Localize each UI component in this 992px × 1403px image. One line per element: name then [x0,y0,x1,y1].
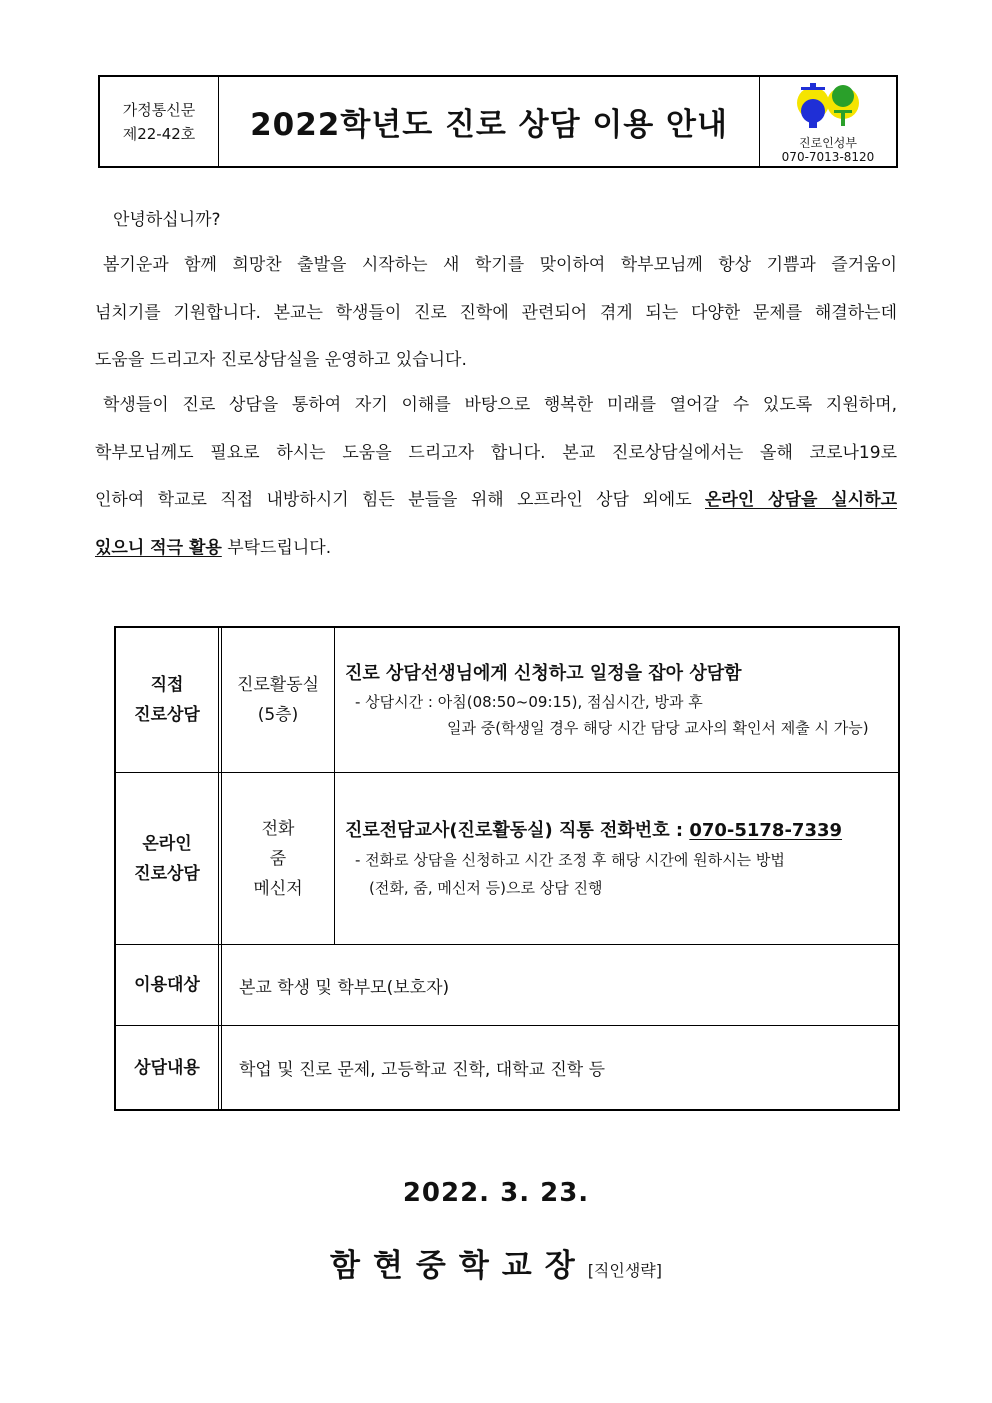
para1-line3: 도움을 드리고자 진로상담실을 운영하고 있습니다. [95,350,467,370]
paragraph-service [95,382,897,572]
direct-detail-2: 일과 중(학생일 경우 해당 시간 담당 교사의 확인서 제출 시 가능) [447,719,869,737]
online-label-1: 온라인 [142,833,192,854]
online-detail [335,773,898,944]
issue-date: 2022. 3. 23. [402,1178,590,1208]
online-detail-2: (전화, 줌, 메신저 등)으로 상담 진행 [369,878,603,897]
school-logo-icon [796,82,860,132]
direct-label [116,628,222,772]
dept-phone: 070-7013-8120 [781,150,875,164]
paragraph-intro [95,242,897,385]
direct-place-1: 진로활동실 [236,675,320,695]
direct-label-2: 진로상담 [134,705,200,725]
dept-box [759,77,896,166]
direct-main: 진로 상담선생님에게 신청하고 일정을 잡아 상담함 [345,663,742,684]
para2-line2: 학부모님께도 필요로 하시는 도움을 드리고자 합니다. 본교 진로상담실에서는 올해 코로나19로 [95,442,897,463]
target-value: 본교 학생 및 학부모(보호자) [239,977,450,998]
online-methods [222,773,335,944]
online-main [345,816,898,842]
online-main-text: 진로전담교사(진로활동실) 직통 전화번호 : [345,819,690,841]
online-phone-number: 070-5178-7339 [689,819,843,841]
para2-line3-text: 인하여 학교로 직접 내방하시기 힘든 분들을 위해 오프라인 상담 외에도 [95,490,705,510]
online-label [116,773,222,944]
direct-place [222,628,335,772]
table-row-content [116,1026,898,1109]
table-row-direct [116,628,898,773]
online-detail-1: - 전화로 상담을 신청하고 시간 조정 후 해당 시간에 원하시는 방법 [355,850,785,869]
para1-line1: 봄기운과 함께 희망찬 출발을 시작하는 새 학기를 맞이하여 학부모님께 항상 기쁨과 즐거움이 [103,255,897,275]
seal-note: [직인생략] [587,1261,662,1280]
direct-detail [335,628,898,772]
doc-number: 제22-42호 [122,124,196,143]
para2-line4-text: 부탁드립니다. [221,537,332,558]
online-emphasis-1: 온라인 상담을 실시하고 [705,490,897,510]
para1-line2: 넘치기를 기원합니다. 본교는 학생들이 진로 진학에 관련되어 겪게 되는 다양한 문제를 해결하는데 [95,302,897,323]
method-phone: 전화 [261,818,295,839]
direct-place-2: (5층) [257,705,299,725]
table-row-target [116,945,898,1026]
doc-info [100,77,219,166]
document-header [98,75,898,168]
dept-name: 진로인성부 [799,136,857,150]
content-value: 학업 및 진로 문제, 고등학교 진학, 대학교 진학 등 [239,1060,606,1080]
table-row-online [116,773,898,945]
method-zoom: 줌 [269,848,287,869]
method-messenger: 메신저 [253,878,303,899]
content-label: 상담내용 [116,1026,222,1109]
online-emphasis-2: 있으니 적극 활용 [95,537,222,558]
principal-name: 함현중학교장 [330,1248,588,1284]
signature-line [0,1240,992,1285]
direct-label-1: 직접 [150,675,184,695]
para2-line1: 학생들이 진로 상담을 통하여 자기 이해를 바탕으로 행복한 미래를 열어갈 수 있도록 지원하며, [103,395,897,415]
counseling-table [114,626,900,1111]
doc-type: 가정통신문 [122,100,196,119]
para2-line4 [95,525,897,573]
greeting: 안녕하십니까? [113,210,221,230]
page-title: 2022학년도 진로 상담 이용 안내 [250,107,728,143]
para2-line3 [95,477,897,525]
online-label-2: 진로상담 [134,863,200,884]
target-label: 이용대상 [116,945,222,1025]
direct-detail-1: - 상담시간 : 아침(08:50~09:15), 점심시간, 방과 후 [355,693,703,711]
